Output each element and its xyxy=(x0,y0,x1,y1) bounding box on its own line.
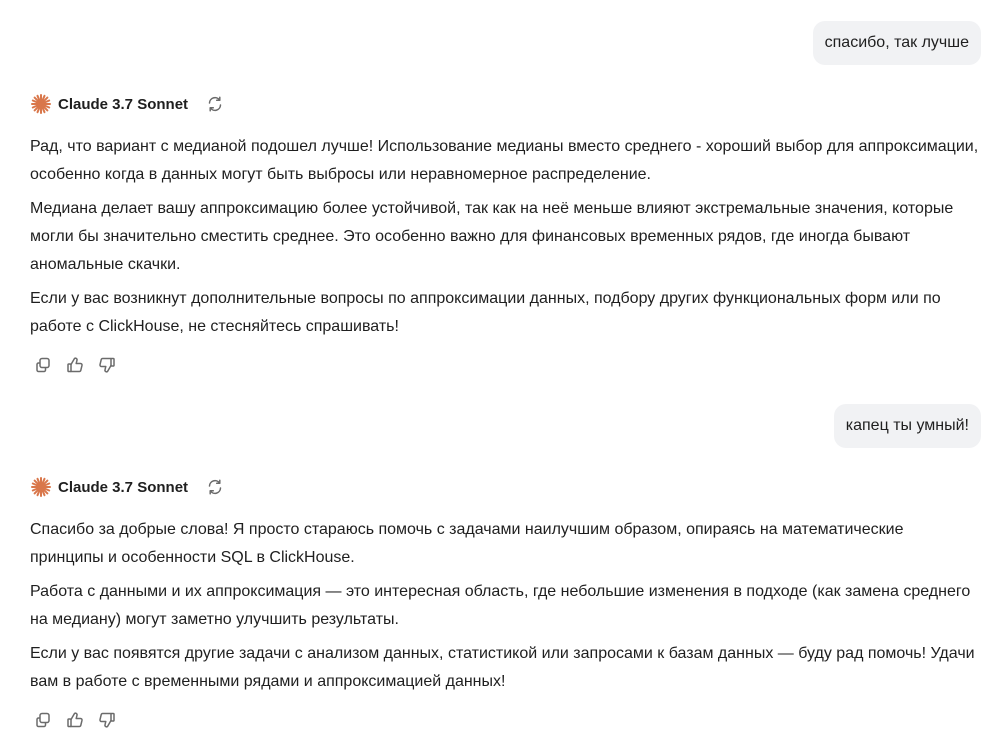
message-actions xyxy=(34,710,130,730)
assistant-message xyxy=(30,516,980,702)
claude-sunburst-icon xyxy=(30,476,52,498)
message-paragraph: Медиана делает вашу аппроксимацию более устойчивой, так как на неё меньше влияют экстремальные значения, которые могли бы значительно сместить среднее. Это особенно важно для финансовых временных рядов, где иногда бывают аномальные скачки. xyxy=(30,200,954,273)
refresh-icon[interactable] xyxy=(206,95,224,113)
message-actions xyxy=(34,355,130,375)
copy-icon[interactable] xyxy=(34,356,52,374)
message-paragraph: Работа с данными и их аппроксимация — это интересная область, где небольшие изменения в подходе (как замена среднего на медиану) могут заметно улучшить результаты. xyxy=(30,583,971,628)
user-message-text: капец ты умный! xyxy=(845,417,969,434)
message-paragraph: Спасибо за добрые слова! Я просто стараюсь помочь с задачами наилучшим образом, опираясь на математические принципы и особенности SQL в ClickHouse. xyxy=(30,521,904,566)
user-message-bubble xyxy=(813,21,981,65)
thumbs-down-icon[interactable] xyxy=(98,711,116,729)
message-paragraph: Рад, что вариант с медианой подошел лучше! Использование медианы вместо среднего - хороший выбор для аппроксимации, особенно когда в данных могут быть выбросы или неравномерное распределение. xyxy=(30,138,979,183)
user-message-text: спасибо, так лучше xyxy=(824,34,969,51)
message-paragraph: Если у вас появятся другие задачи с анализом данных, статистикой или запросами к базам данных — буду рад помочь! Удачи вам в работе с временными рядами и аппроксимацией данных! xyxy=(30,645,975,690)
thumbs-up-icon[interactable] xyxy=(66,711,84,729)
thumbs-up-icon[interactable] xyxy=(66,356,84,374)
model-name: Claude 3.7 Sonnet xyxy=(58,478,189,496)
assistant-message xyxy=(30,133,980,347)
assistant-header xyxy=(30,475,224,499)
thumbs-down-icon[interactable] xyxy=(98,356,116,374)
user-message-bubble xyxy=(834,404,981,448)
assistant-header xyxy=(30,92,224,116)
copy-icon[interactable] xyxy=(34,711,52,729)
claude-sunburst-icon xyxy=(30,93,52,115)
message-paragraph: Если у вас возникнут дополнительные вопросы по аппроксимации данных, подбору других функциональных форм или по работе с ClickHouse, не стесняйтесь спрашивать! xyxy=(30,290,941,335)
refresh-icon[interactable] xyxy=(206,478,224,496)
model-name: Claude 3.7 Sonnet xyxy=(58,95,189,113)
